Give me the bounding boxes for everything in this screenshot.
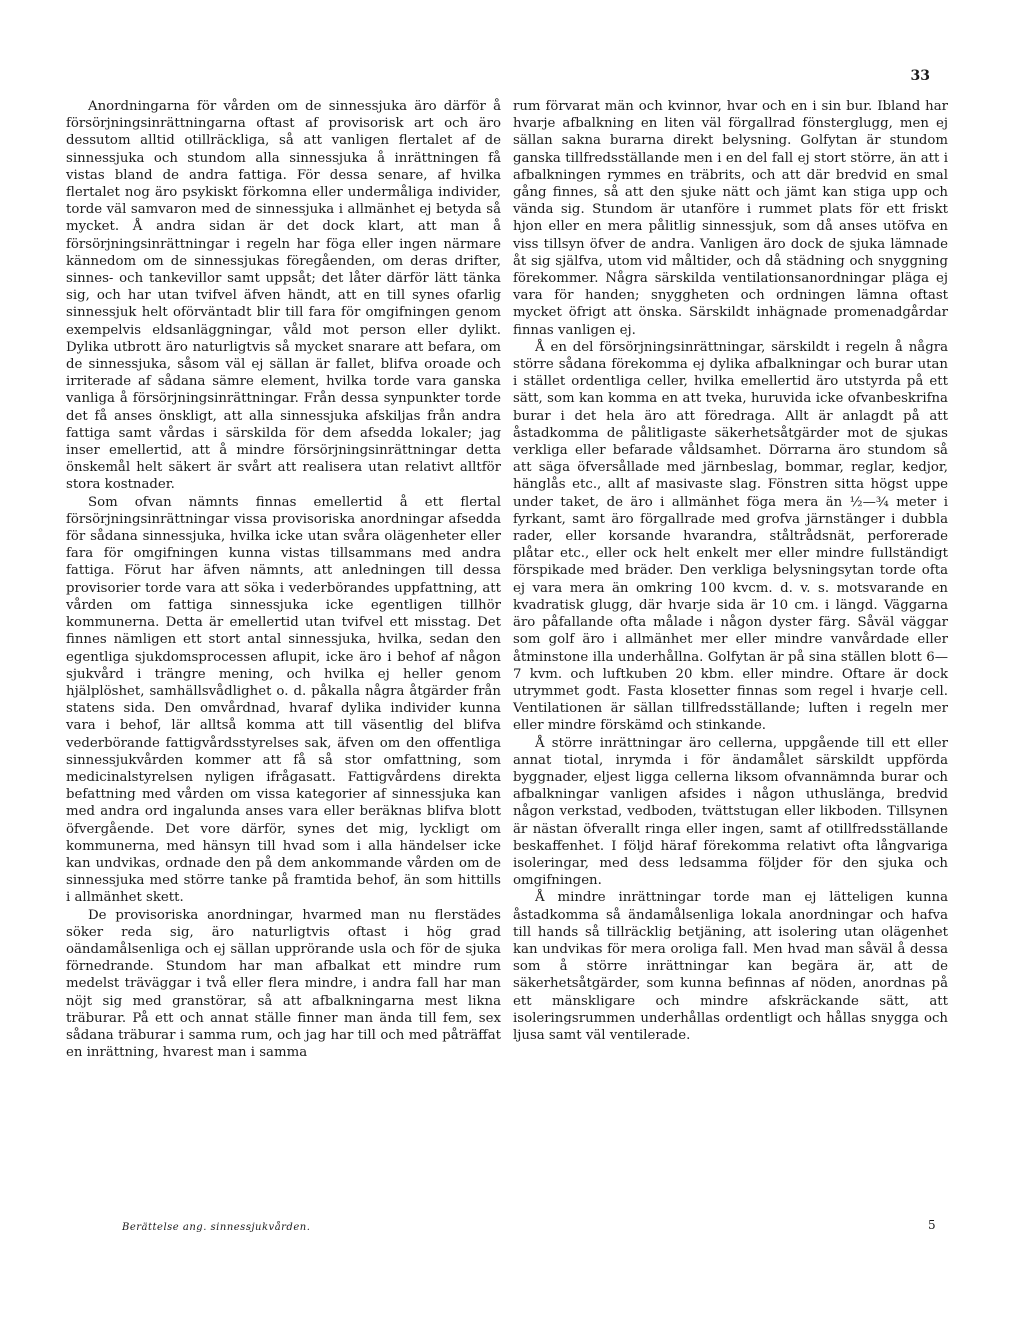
left-column: [66, 98, 501, 1061]
paragraph: Å en del försörjningsinrättningar, särskildt i regeln å några större sådana förekomma ej dylika afbalkningar och burar utan i stället ordentliga celler, hvilka emellertid äro utstyrda på ett sätt, som kan komma en att tveka, huruvida icke ofvanbeskrifna burar i det hela äro att föredraga. Allt är anlagdt på att åstadkomma de pålitligaste säkerhetsåtgärder mot de sjukas verkliga eller befarade våldsamhet. Dörrarna äro stundom så att säga öfversållade med järnbeslag, bommar, reglar, kedjor, hänglås etc., allt af masivaste slag. Fönstren sitta högst uppe under taket, de äro i allmänhet föga mera än ½—¾ meter i fyrkant, samt äro förgallrade med grofva järnstänger i dubbla rader, eller korsande hvarandra, ståltrådsnät, perforerade plåtar etc., eller ock helt enkelt mer eller mindre fullständigt förspikade med bräder. Den verkliga belysningsytan torde ofta ej vara mera än omkring 100 kvcm. d. v. s. motsvarande en kvadratisk glugg, där hvarje sida är 10 cm. i längd. Väggarna äro påfallande ofta målade i någon dyster färg. Såväl väggar som golf äro i allmänhet mer eller mindre vanvårdade eller åtminstone illa underhållna. Golfytan är på sina ställen blott 6—7 kvm. och luftkuben 20 kbm. eller mindre. Oftare är dock utrymmet godt. Fasta klosetter finnas som regel i hvarje cell. Ventilationen är sällan tillfredsställande; luften i regeln mer eller mindre förskämd och stinkande.: [513, 339, 948, 734]
paragraph: rum förvarat män och kvinnor, hvar och en i sin bur. Ibland har hvarje afbalkning en liten väl förgallrad fönsterglugg, men ej sällan sakna burarna direkt belysning. Golfytan är stundom ganska tillfredsställande men i en del fall ej stort större, än att i afbalkningen rymmes en träbrits, och att där bredvid en smal gång finnes, så att den sjuke nätt och jämt kan stiga upp och vända sig. Stundom är utanföre i rummet plats för ett friskt hjon eller en mera pålitlig sinnessjuk, som då anses utöfva en viss tillsyn öfver de andra. Vanligen äro dock de sjuka lämnade åt sig själfva, utom vid måltider, och då städning och snyggning förekommer. Några särskilda ventilationsanordningar pläga ej vara för handen; snyggheten och ordningen lämna oftast mycket öfrigt att önska. Särskildt inhägnade promenadgårdar finnas vanligen ej.: [513, 99, 948, 338]
paragraph: Anordningarna för vården om de sinnessjuka äro därför å försörjningsinrättningarna oftast af provisorisk art och äro dessutom alltid otillräckliga, så att vanligen flertalet af de sinnessjuka och stundom alla sinnessjuka å inrättningen få vistas bland de andra fattiga. För dessa senare, af hvilka flertalet nog äro psykiskt förkomna eller undermåliga individer, torde väl samvaron med de sinnessjuka i allmänhet ej betyda så mycket. Å andra sidan är det dock klart, att man å försörjningsinrättningar i regeln har föga eller ingen närmare kännedom om de sinnessjukas föregåenden, om deras drifter, sinnes- och tankevillor samt uppsåt; det låter därför lätt tänka sig, och har utan tvifvel äfven händt, att en till synes ofarlig sinnessjuk helt oförväntadt blir till fara för omgifningen genom exempelvis eldsanläggningar, våld mot person eller dylikt. Dylika utbrott äro naturligtvis så mycket snarare att befara, om de sinnessjuka, såsom väl ej sällan är fallet, blifva oroade och irriterade af sådana sämre element, hvilka torde vara ganska vanliga å försörjningsinrättningar. Från dessa synpunkter torde det få anses önskligt, att alla sinnessjuka afskiljas från andra fattiga samt vårdas i särskilda för dem afsedda lokaler; jag inser emellertid, att å mindre försörjningsinrättningar detta önskemål helt säkert är svårt att realisera utan relativt alltför stora kostnader.: [66, 99, 501, 493]
paragraph: De provisoriska anordningar, hvarmed man nu flerstädes söker reda sig, äro naturligtvis oftast i hög grad oändamålsenliga och ej sällan upprörande usla och för de sjuka förnedrande. Stundom har man afbalkat ett mindre rum medelst träväggar i två eller flera mindre, i andra fall har man nöjt sig med granstörar, så att afbalkningarna mest likna träburar. På ett och annat ställe finner man ända till fem, sex sådana träburar i samma rum, och jag har till och med påträffat en inrättning, hvarest man i samma: [66, 907, 501, 1061]
signature-mark: 5: [928, 1218, 936, 1232]
right-column: [513, 98, 948, 1044]
page-number: 33: [910, 68, 930, 84]
paragraph: Å mindre inrättningar torde man ej lätteligen kunna åstadkomma så ändamålsenliga lokala anordningar och hafva till hands så tillräcklig betjäning, att isolering utan olägenhet kan undvikas för mera oroliga fall. Men hvad man såväl å dessa som å större inrättningar kan begära är, att de säkerhetsåtgärder, som kunna befinnas af nöden, anordnas på ett mänskligare och mindre afskräckande sätt, att isoleringsrummen underhållas ordentligt och hållas snygga och ljusa samt väl ventilerade.: [513, 890, 948, 1043]
paragraph: Som ofvan nämnts finnas emellertid å ett flertal försörjningsinrättningar vissa provisoriska anordningar afsedda för sådana sinnessjuka, hvilka icke utan svåra olägenheter eller fara för omgifningen kunna vistas tillsammans med andra fattiga. Förut har äfven nämnts, att anledningen till dessa provisorier torde vara att söka i vederbörandes uppfattning, att vården om fattiga sinnessjuka icke egentligen tillhör kommunerna. Detta är emellertid utan tvifvel ett misstag. Det finnes nämligen ett stort antal sinnessjuka, hvilka, sedan den egentliga sjukdomsprocessen aflupit, icke äro i behof af någon sjukvård i trängre mening, och hvilka ej heller genom hjälplöshet, samhällsvådlighet o. d. påkalla några åtgärder från statens sida. Den omvårdnad, hvaraf dylika individer kunna vara i behof, lär alltså komma att till väsentlig del blifva vederbörande fattigvårdsstyrelses sak, äfven om den offentliga sinnessjukvården kommer att få så stor omfattning, som medicinalstyrelsen nyligen ifrågasatt. Fattigvårdens direkta befattning med vården om vissa kategorier af sinnessjuka kan med andra ord ingalunda anses vara eller beräknas blifva blott öfvergående. Det vore därför, synes det mig, lyckligt om kommunerna, med hänsyn till hvad som i alla händelser icke kan undvikas, ordnade den på dem ankommande vården om de sinnessjuka med större tanke på framtida behof, än som hittills i allmänhet skett.: [66, 494, 501, 906]
paragraph: Å större inrättningar äro cellerna, uppgående till ett eller annat tiotal, inrymda i för ändamålet särskildt uppförda byggnader, eljest ligga cellerna liksom ofvannämnda burar och afbalkningar vanligen afsides i någon uthuslänga, bredvid någon verkstad, vedboden, tvättstugan eller likboden. Tillsynen är nästan öfverallt ringa eller ingen, samt af otillfredsställande beskaffenhet. I följd häraf förekomma relativt ofta långvariga isoleringar, med dess ledsamma följder för den sjuka och omgifningen.: [513, 735, 948, 889]
running-footer: Berättelse ang. sinnessjukvården.: [122, 1222, 311, 1233]
